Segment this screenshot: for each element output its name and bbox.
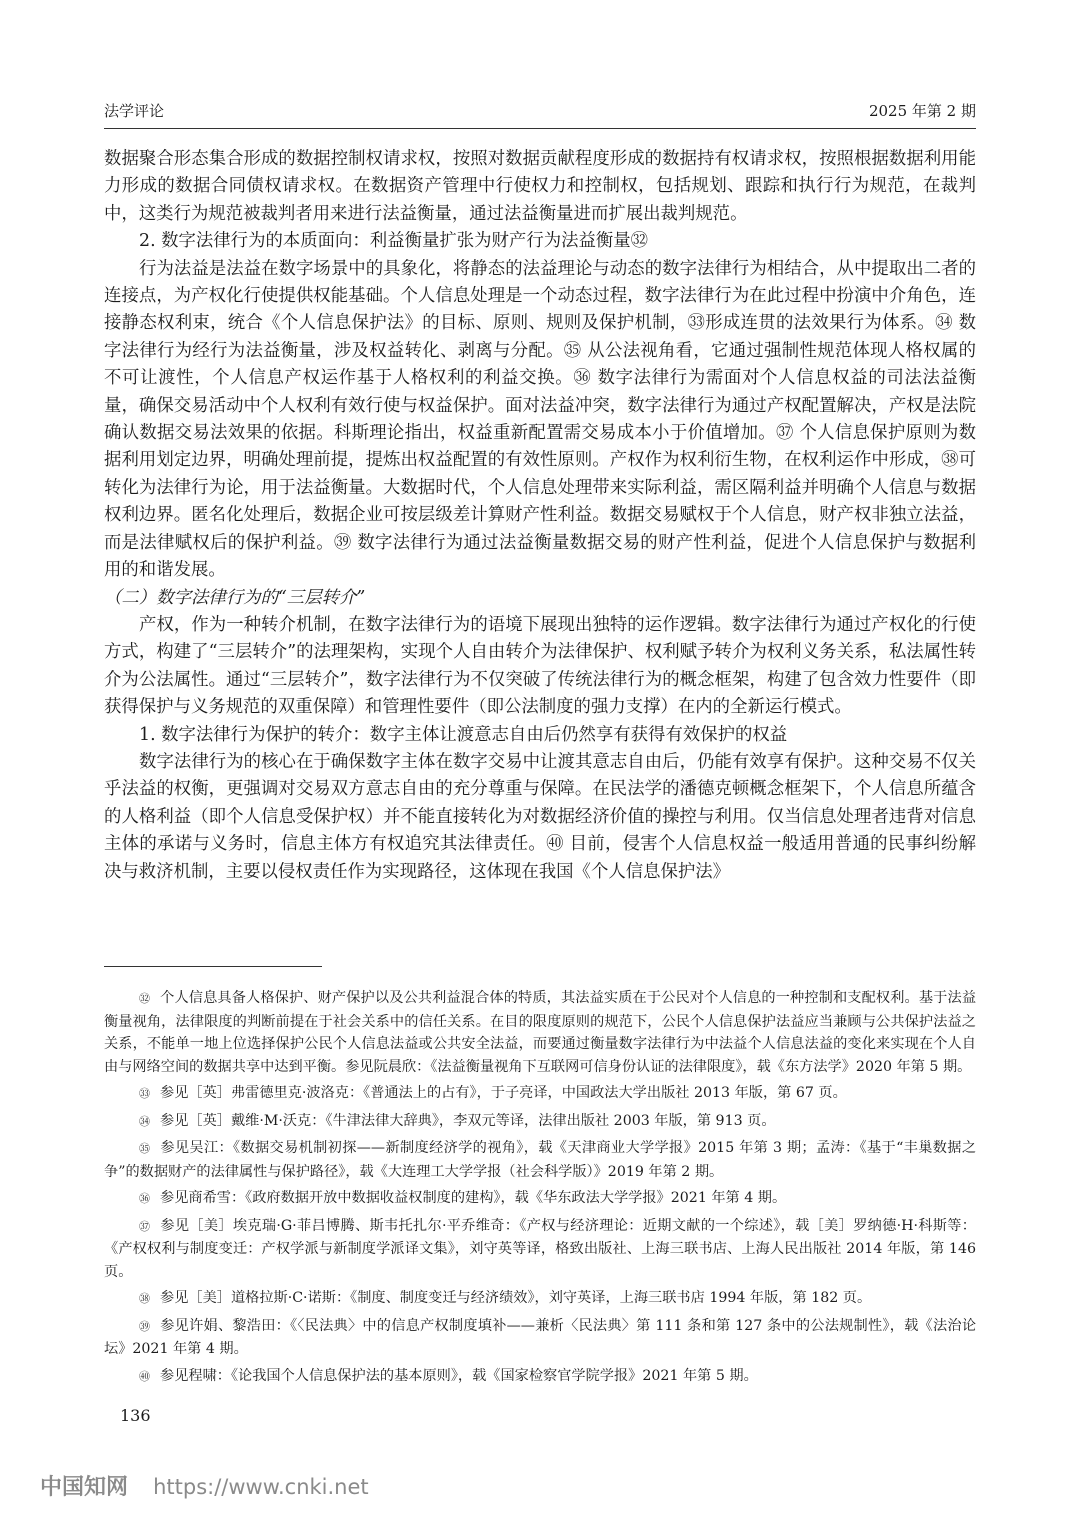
paragraph: 行为法益是法益在数字场景中的具象化，将静态的法益理论与动态的数字法律行为相结合，从中提取出二者的连接点，为产权化行使提供权能基础。个人信息处理是一个动态过程，数字法律行为在此过程中扮演中介角色，连接静态权利束，统合《个人信息保护法》的目标、原则、规则及保护机制，㉝形成连贯的法效果行为体系。㉞ 数字法律行为经行为法益衡量，涉及权益转化、剥离与分配。㉟ 从公法视角看，它通过强制性规范体现人格权属的不可让渡性，个人信息产权运作基于人格权利的利益交换。㊱ 数字法律行为需面对个人信息权益的司法法益衡量，确保交易活动中个人权利有效行使与权益保护。面对法益冲突，数字法律行为通过产权配置解决，产权是法院确认数据交易法效果的依据。科斯理论指出，权益重新配置需交易成本小于价值增加。㊲ 个人信息保护原则为数据利用划定边界，明确处理前提，提炼出权益配置的有效性原则。产权作为权利衍生物，在权利运作中形成，㊳可转化为法律行为论，用于法益衡量。大数据时代，个人信息处理带来实际利益，需区隔利益并明确个人信息与数据权利边界。匿名化处理后，数据企业可按层级差计算财产性利益。数据交易赋权于个人信息，财产权非独立法益，而是法律赋权后的保护利益。㊴ 数字法律行为通过法益衡量数据交易的财产性利益，促进个人信息保护与数据利用的和谐发展。: [104, 258, 976, 581]
footnote-text: 参见［英］弗雷德里克·波洛克：《普通法上的占有》，于子亮译，中国政法大学出版社 2013 年版，第 67 页。: [160, 1085, 847, 1101]
footnote-text: 个人信息具备人格保护、财产保护以及公共利益混合体的特质，其法益实质在于公民对个人信息的一种控制和支配权利。基于法益衡量视角，法律限度的判断前提在于社会关系中的信任关系。在目的限度原则的规范下，公民个人信息保护法益应当兼顾与公共保护法益之关系，不能单一地上位选择保护公民个人信息法益或公共安全法益，而要通过衡量数字法律行为中法益个人信息法益的变化来实现在个人自由与网络空间的数据共享中达到平衡。参见阮晨欣：《法益衡量视角下互联网可信身份认证的法律限度》，载《东方法学》2020 年第 5 期。: [104, 990, 977, 1075]
watermark-brand: 中国知网: [40, 1475, 129, 1500]
footnote: [104, 1137, 976, 1183]
footnote-number: ㊳: [139, 1292, 150, 1305]
footnote-number: ㊱: [139, 1192, 150, 1205]
footnotes: [104, 987, 976, 1392]
footnote-text: 参见吴江：《数据交易机制初探——新制度经济学的视角》，载《天津商业大学学报》2015 年第 3 期；孟涛：《基于“丰巢数据之争”的数据财产的法律属性与保护路径》，载《大连理工大学学报（社会科学版）》2019 年第 2 期。: [104, 1140, 977, 1180]
footnote: [104, 987, 976, 1078]
footnote: [104, 1215, 976, 1284]
journal-name: 法学评论: [104, 102, 165, 120]
footnote-number: ㊴: [139, 1319, 151, 1333]
section-heading: （二）数字法律行为的“三层转介”: [104, 587, 366, 608]
footnote-text: 参见［美］埃克瑞·G·菲吕博腾、斯韦托扎尔·平乔维奇：《产权与经济理论：近期文献的一个综述》，载［美］罗纳德·H·科斯等：《产权权利与制度变迁：产权学派与新制度学派译文集》，刘守英等译，格致出版社、上海三联书店、上海人民出版社 2014 年版，第 146 页。: [104, 1217, 976, 1280]
main-text: [104, 146, 976, 886]
watermark-url: https://www.cnki.net: [153, 1475, 369, 1499]
footnote-number: ㊵: [139, 1369, 150, 1383]
paragraph: 产权，作为一种转介机制，在数字法律行为的语境下展现出独特的运作逻辑。数字法律行为通过产权化的行使方式，构建了“三层转介”的法理架构，实现个人自由转介为法律保护、权利赋予转介为权利义务关系，私法属性转介为公法属性。通过“三层转介”，数字法律行为不仅突破了传统法律行为的概念框架，构建了包含效力性要件（即获得保护与义务规范的双重保障）和管理性要件（即公法制度的强力支撑）在内的全新运行模式。: [104, 614, 976, 718]
footnote-text: 参见许娟、黎浩田：《〈民法典〉中的信息产权制度填补——兼析〈民法典〉第 111 条和第 127 条中的公法规制性》，载《法治论坛》2021 年第 4 期。: [104, 1317, 977, 1357]
header-rule: [104, 128, 976, 129]
footnote: [104, 1082, 976, 1106]
footnote-text: 参见程啸：《论我国个人信息保护法的基本原则》，载《国家检察官学院学报》2021 年第 5 期。: [160, 1367, 758, 1384]
footnote-rule: [104, 966, 322, 967]
footnote-number: ㊲: [139, 1219, 151, 1233]
footnote: [104, 1187, 976, 1211]
paragraph: 数字法律行为的核心在于确保数字主体在数字交易中让渡其意志自由后，仍能有效享有保护。这种交易不仅关乎法益的权衡，更强调对交易双方意志自由的充分尊重与保障。在民法学的潘德克顿概念框架下，个人信息所蕴含的人格利益（即个人信息受保护权）并不能直接转化为对数据经济价值的操控与利用。仅当信息处理者违背对信息主体的承诺与义务时，信息主体方有权追究其法律责任。㊵ 目前，侵害个人信息权益一般适用普通的民事纠纷解决与救济机制，主要以侵权责任作为实现路径，这体现在我国《个人信息保护法》: [104, 751, 976, 882]
footnote: [104, 1110, 976, 1134]
footnote-text: 参见商希雪：《政府数据开放中数据收益权制度的建构》，载《华东政法大学学报》2021 年第 4 期。: [160, 1190, 787, 1206]
footnote: [104, 1365, 976, 1389]
page-number: 136: [120, 1406, 151, 1425]
footnote-number: ㉜: [139, 992, 151, 1005]
footnote-number: ㉞: [139, 1114, 150, 1128]
paragraph: 数据聚合形态集合形成的数据控制权请求权，按照对数据贡献程度形成的数据持有权请求权，按照根据数据利用能力形成的数据合同债权请求权。在数据资产管理中行使权力和控制权，包括规划、跟踪和执行行为规范，在裁判中，这类行为规范被裁判者用来进行法益衡量，通过法益衡量进而扩展出裁判规范。: [104, 149, 976, 224]
footnote-number: ㉟: [139, 1142, 151, 1155]
subsection-heading: 2. 数字法律行为的本质面向：利益衡量扩张为财产行为法益衡量㉜: [139, 231, 649, 252]
subsection-heading: 1. 数字法律行为保护的转介：数字主体让渡意志自由后仍然享有获得有效保护的权益: [139, 724, 788, 745]
footnote-text: 参见［英］戴维·M·沃克：《牛津法律大辞典》，李双元等译，法律出版社 2003 年版，第 913 页。: [160, 1112, 776, 1129]
footnote: [104, 1287, 976, 1311]
watermark: [40, 1470, 369, 1501]
issue-label: 2025 年第 2 期: [868, 102, 976, 120]
footnote-number: ㉝: [139, 1087, 150, 1100]
footnote: [104, 1315, 976, 1361]
footnote-text: 参见［美］道格拉斯·C·诺斯：《制度、制度变迁与经济绩效》，刘守英译，上海三联书店 1994 年版，第 182 页。: [160, 1290, 872, 1306]
